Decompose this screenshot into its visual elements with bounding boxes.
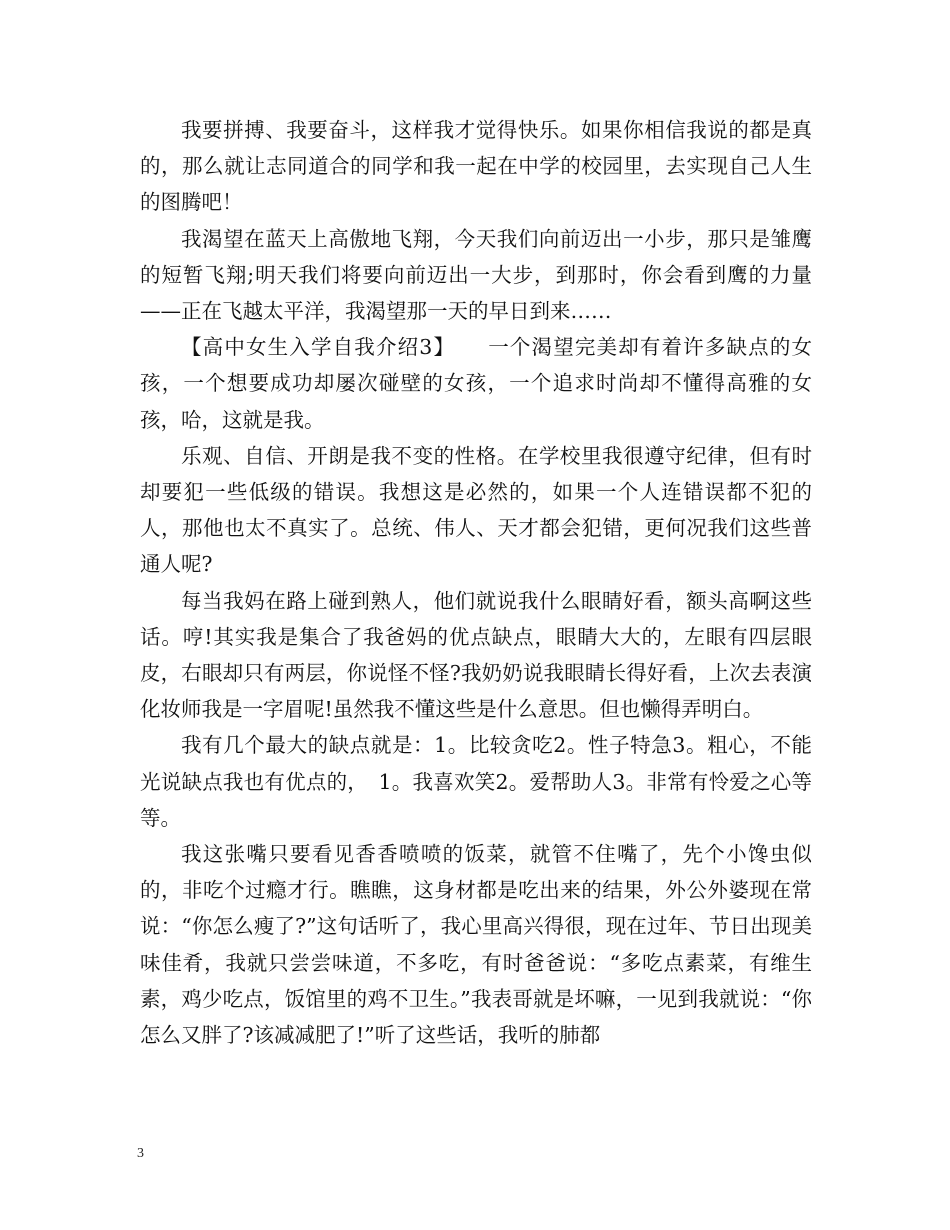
page-number: 3 (137, 1146, 144, 1161)
paragraph-4: 乐观、自信、开朗是我不变的性格。在学校里我很遵守纪律，但有时却要犯一些低级的错误。我想这是必然的，如果一个人连错误都不犯的人，那他也太不真实了。总统、伟人、天才都会犯错，更何况我们这些普通人呢? (140, 443, 812, 577)
paragraph-3: 【高中女生入学自我介绍3】 一个渴望完美却有着许多缺点的女孩，一个想要成功却屡次碰壁的女孩，一个追求时尚却不懂得高雅的女孩，哈，这就是我。 (140, 335, 812, 432)
paragraph-5: 每当我妈在路上碰到熟人，他们就说我什么眼睛好看，额头高啊这些话。哼!其实我是集合了我爸妈的优点缺点，眼睛大大的，左眼有四层眼皮，右眼却只有两层，你说怪不怪?我奶奶说我眼睛长得好看，上次去表演化妆师我是一字眉呢!虽然我不懂这些是什么意思。但也懒得弄明白。 (140, 588, 812, 722)
paragraph-1: 我要拼搏、我要奋斗，这样我才觉得快乐。如果你相信我说的都是真的，那么就让志同道合的同学和我一起在中学的校园里，去实现自己人生的图腾吧！ (140, 118, 812, 215)
paragraph-2: 我渴望在蓝天上高傲地飞翔，今天我们向前迈出一小步，那只是雏鹰的短暂飞翔;明天我们将要向前迈出一大步，到那时，你会看到鹰的力量——正在飞越太平洋，我渴望那一天的早日到来…… (140, 226, 812, 324)
paragraph-6: 我有几个最大的缺点就是：1。比较贪吃2。性子特急3。粗心，不能光说缺点我也有优点的， 1。我喜欢笑2。爱帮助人3。非常有怜爱之心等等。 (140, 733, 812, 830)
paragraph-7: 我这张嘴只要看见香香喷喷的饭菜，就管不住嘴了，先个小馋虫似的，非吃个过瘾才行。瞧瞧，这身材都是吃出来的结果，外公外婆现在常说：“你怎么瘦了?”这句话听了，我心里高兴得很，现在过年、节日出现美味佳肴，我就只尝尝味道，不多吃，有时爸爸说：“多吃点素菜，有维生素，鸡少吃点，饭馆里的鸡不卫生。”我表哥就是坏嘛，一见到我就说：“你怎么又胖了?该减减肥了!”听了这些话，我听的肺都 (140, 842, 812, 1048)
document-body (140, 112, 812, 1053)
